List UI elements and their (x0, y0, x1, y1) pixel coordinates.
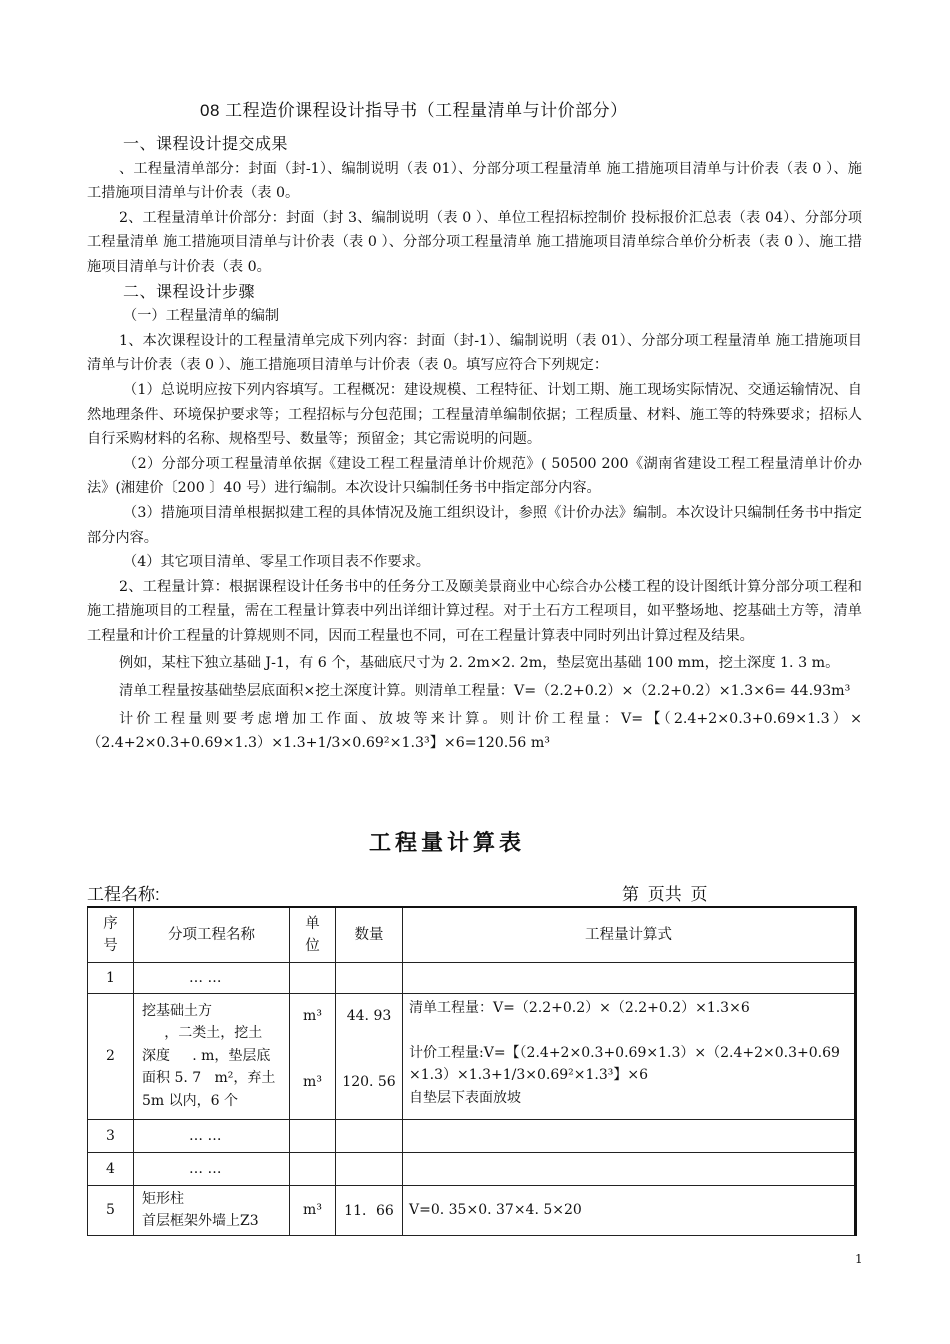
paragraph: 例如，某柱下独立基础 J-1，有 6 个，基础底尺寸为 2. 2m×2. 2m，垫层宽出基础 100 mm，挖土深度 1. 3 m。 (119, 655, 840, 672)
table-row (88, 1152, 856, 1185)
cell-seq: 5 (88, 1185, 134, 1235)
cell-name: … … (134, 1119, 290, 1152)
paragraph: （3）措施项目清单根据拟建工程的具体情况及施工组织设计，参照《计价办法》编制。本次设计只编制任务书中指定部分内容。 (87, 504, 862, 546)
project-name-label: 工程名称: (87, 885, 160, 904)
cell-unit: m³ m³ (290, 993, 336, 1119)
section-heading-2: 二、课程设计步骤 (123, 281, 256, 301)
table-row (88, 993, 856, 1119)
cell-unit (290, 1119, 336, 1152)
page-number: 1 (855, 1252, 863, 1266)
quantity-calc-table (87, 906, 857, 1236)
paragraph: 2、工程量计算：根据课程设计任务书中的任务分工及颐美景商业中心综合办公楼工程的设计图纸计算分部分项工程和施工措施项目的工程量，需在工程量计算表中列出详细计算过程。对于土石方工程项目，如平整场地、挖基础土方等，清单工程量和计价工程量的计算规则不同，因而工程量也不同，可在工程量计算表中同时列出计算过程及结果。 (87, 578, 862, 644)
cell-formula: 清单工程量：V=（2.2+0.2）×（2.2+0.2）×1.3×6 计价工程量:V=【（2.4+2×0.3+0.69×1.3）×（2.4+2×0.3+0.69 ×1.3）×1.3+1/3×0.69²×1.3³】×6 自垫层下表面放坡 (403, 993, 856, 1119)
paragraph: 、工程量清单部分：封面（封-1）、编制说明（表 01）、分部分项工程量清单 施工措施项目清单与计价表（表 0 ）、施工措施项目清单与计价表（表 0。 (87, 160, 862, 202)
cell-unit: m³ (290, 1185, 336, 1235)
cell-formula (403, 1152, 856, 1185)
paragraph: （1）总说明应按下列内容填写。工程概况：建设规模、工程特征、计划工期、施工现场实际情况、交通运输情况、自然地理条件、环境保护要求等；工程招标与分包范围；工程量清单编制依据；工程质量、材料、施工等的特殊要求；招标人自行采购材料的名称、规格型号、数量等；预留金；其它需说明的问题。 (87, 381, 862, 448)
paragraph: 2、工程量清单计价部分：封面（封 3、编制说明（表 0 ）、单位工程招标控制价 投标报价汇总表（表 04）、分部分项工程量清单 施工措施项目清单与计价表（表 0 ）、分部分项工程量清单 施工措施项目清单综合单价分析表（表 0 ）、施工措施项目清单与计价表（表 0。 (87, 209, 862, 275)
paragraph: 1、本次课程设计的工程量清单完成下列内容：封面（封-1）、编制说明（表 01）、分部分项工程量清单 施工措施项目清单与计价表（表 0 ）、施工措施项目清单与计价表（表 0。填写应符合下列规定： (87, 332, 862, 374)
cell-seq: 4 (88, 1152, 134, 1185)
cell-name: 挖基础土方 ，二类土，挖土 深度 . m，垫层底 面积 5. 7 m²，弃土 5m 以内，6 个 (134, 993, 290, 1119)
header-seq: 序 号 (88, 907, 134, 962)
table-row (88, 1119, 856, 1152)
document-title: 08 工程造价课程设计指导书（工程量清单与计价部分） (200, 101, 628, 120)
cell-formula (403, 962, 856, 993)
cell-name: 矩形柱 首层框架外墙上Z3 (134, 1185, 290, 1235)
cell-unit (290, 962, 336, 993)
body-text (87, 132, 862, 756)
header-unit: 单 位 (290, 907, 336, 962)
cell-seq: 1 (88, 962, 134, 993)
paragraph: （2）分部分项工程量清单依据《建设工程工程量清单计价规范》( 50500 200《湖南省建设工程工程量清单计价办法》(湘建价〔200 〕40 号）进行编制。本次设计只编制任务书中指定部分内容。 (87, 455, 862, 497)
cell-qty (336, 1119, 403, 1152)
cell-unit (290, 1152, 336, 1185)
table-row (88, 1185, 856, 1235)
cell-formula (403, 1119, 856, 1152)
table-row (88, 962, 856, 993)
header-formula: 工程量计算式 (403, 907, 856, 962)
table-meta (87, 880, 857, 906)
subsection-heading: （一）工程量清单的编制 (123, 308, 280, 325)
cell-name: … … (134, 1152, 290, 1185)
cell-seq: 3 (88, 1119, 134, 1152)
section-heading-1: 一、课程设计提交成果 (123, 134, 289, 153)
cell-name: … … (134, 962, 290, 993)
header-qty: 数量 (336, 907, 403, 962)
cell-qty (336, 962, 403, 993)
cell-seq: 2 (88, 993, 134, 1119)
table-header-row (88, 907, 856, 962)
cell-formula: V=0. 35×0. 37×4. 5×20 (403, 1185, 856, 1235)
header-name: 分项工程名称 (134, 907, 290, 962)
cell-qty: 44. 93 120. 56 (336, 993, 403, 1119)
paragraph: 计价工程量则要考虑增加工作面、放坡等来计算。则计价工程量：V=【（2.4+2×0.3+0.69×1.3）×（2.4+2×0.3+0.69×1.3）×1.3+1/3×0.69²×1.3³】×6=120.56 m³ (87, 710, 862, 752)
paragraph: 清单工程量按基础垫层底面积×挖土深度计算。则清单工程量：V=（2.2+0.2）×（2.2+0.2）×1.3×6= 44.93m³ (119, 683, 851, 700)
paragraph: （4）其它项目清单、零星工作项目表不作要求。 (123, 554, 430, 571)
table-title: 工程量计算表 (369, 830, 526, 856)
page-counter-label: 第 页共 页 (622, 885, 708, 904)
cell-qty: 11．66 (336, 1185, 403, 1235)
cell-qty (336, 1152, 403, 1185)
